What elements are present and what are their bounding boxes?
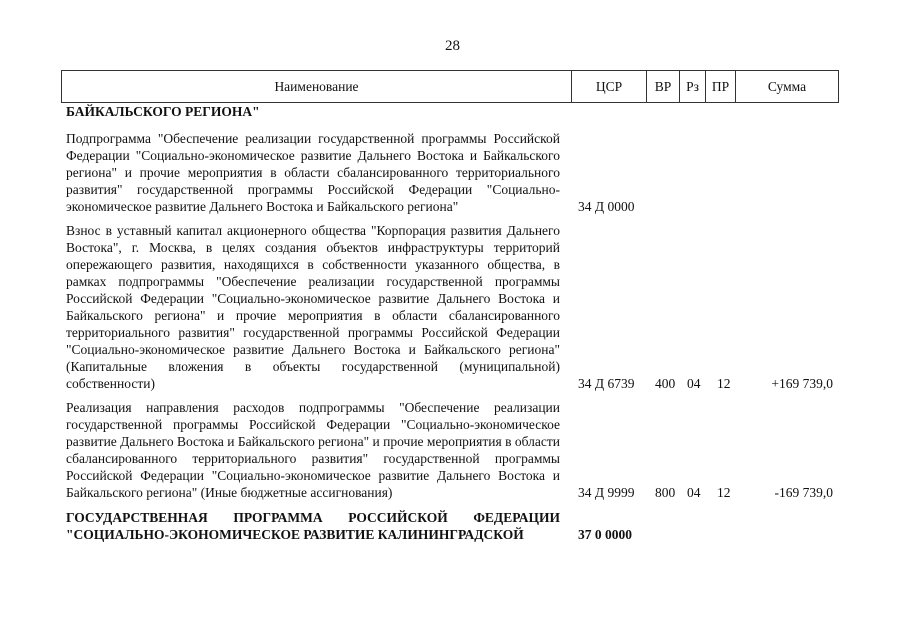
table-row [66, 399, 839, 501]
row-csr: 34 Д 6739 [578, 376, 635, 391]
table-row [66, 103, 839, 120]
header-pr: ПР [705, 71, 735, 102]
header-name: Наименование [274, 78, 359, 94]
row-rz: 04 [687, 485, 701, 500]
row-vr: 400 [655, 376, 676, 391]
header-csr: ЦСР [571, 71, 646, 102]
row-name: Подпрограмма "Обеспечение реализации государственной программы Российской Федерации "Социально-экономическое развитие Дальнего Востока и Байкальского региона" и прочие мероприятия в области сбалансированного территориального развития" государственной программы Российской Федерации "Социально-экономическое развитие Дальнего Востока и Байкальского региона" [66, 131, 560, 214]
table-header [61, 70, 839, 103]
table-row [66, 509, 839, 543]
table-body [66, 103, 839, 543]
row-csr: 34 Д 9999 [578, 485, 635, 500]
header-vr: ВР [646, 71, 679, 102]
row-sum: -169 739,0 [774, 485, 833, 500]
table-row [66, 222, 839, 392]
row-name: ГОСУДАРСТВЕННАЯ ПРОГРАММА РОССИЙСКОЙ ФЕДЕРАЦИИ "СОЦИАЛЬНО-ЭКОНОМИЧЕСКОЕ РАЗВИТИЕ КАЛИНИНГРАДСКОЙ [66, 510, 560, 542]
row-pr: 12 [717, 485, 731, 500]
row-pr: 12 [717, 376, 731, 391]
page-number: 28 [445, 38, 460, 54]
header-sum: Сумма [735, 71, 838, 102]
table-row [66, 130, 839, 215]
row-name: БАЙКАЛЬСКОГО РЕГИОНА" [66, 104, 260, 119]
row-rz: 04 [687, 376, 701, 391]
row-sum: +169 739,0 [771, 376, 833, 391]
row-name: Взнос в уставный капитал акционерного общества "Корпорация развития Дальнего Востока", г. Москва, в целях создания объектов инфраструктуры территорий опережающего развития, находящихся в собственности указанного общества, в рамках подпрограммы "Обеспечение реализации государственной программы Российской Федерации "Социально-экономическое развитие Дальнего Востока и Байкальского региона" и прочие мероприятия в области сбалансированного территориального развития" государственной программы Российской Федерации "Социально-экономическое развитие Дальнего Востока и Байкальского региона" (Капитальные вложения в объекты государственной (муниципальной) собственности) [66, 223, 560, 391]
row-name: Реализация направления расходов подпрограммы "Обеспечение реализации государственной программы Российской Федерации "Социально-экономическое развитие Дальнего Востока и Байкальского региона" и прочие мероприятия в области сбалансированного территориального развития" государственной программы Российской Федерации "Социально-экономическое развитие Дальнего Востока и Байкальского региона" (Иные бюджетные ассигнования) [66, 400, 560, 500]
header-rz: Рз [679, 71, 705, 102]
row-vr: 800 [655, 485, 676, 500]
row-csr: 34 Д 0000 [578, 199, 635, 214]
row-csr: 37 0 0000 [578, 527, 632, 542]
